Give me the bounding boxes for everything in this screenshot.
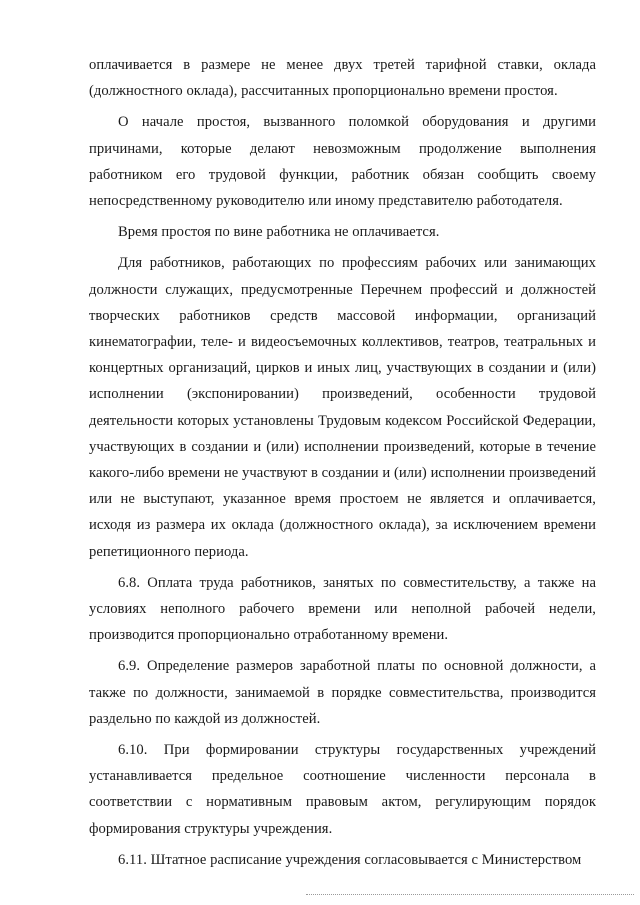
paragraph-6-10: 6.10. При формировании структуры государственных учреждений устанавливается предельное соотношение численности персонала в соответствии с нормативным правовым актом, регулирующим порядок формирования структуры учреждения. <box>89 742 596 837</box>
paragraph-6-8: 6.8. Оплата труда работников, занятых по совместительству, а также на условиях неполного рабочего времени или неполной рабочей недели, производится пропорционально отработанному времени. <box>89 574 596 644</box>
page-bottom-divider <box>306 894 634 895</box>
paragraph-continuation: оплачивается в размере не менее двух третей тарифной ставки, оклада (должностного оклада), рассчитанных пропорционально времени простоя. <box>89 57 596 100</box>
paragraph-6-11: 6.11. Штатное расписание учреждения согласовывается с Министерством <box>118 851 582 868</box>
paragraph-creative-workers: Для работников, работающих по профессиям рабочих или занимающих должности служащих, предусмотренные Перечнем профессий и должностей творческих работников средств массовой информации, организаций кинематографии, теле- и видеосъемочных коллективов, театров, театральных и концертных организаций, цирков и иных лиц, участвующих в создании и (или) исполнении (экспонировании) произведений, особенности трудовой деятельности которых установлены Трудовым кодексом Российской Федерации, участвующих в создании и (или) исполнении произведений, которые в течение какого-либо времени не участвуют в создании и (или) исполнении произведений или не выступают, указанное время простоем не является и оплачивается, исходя из размера их оклада (должностного оклада), за исключением времени репетиционного периода. <box>89 255 596 560</box>
document-page <box>89 52 596 878</box>
paragraph-downtime-employee-fault: Время простоя по вине работника не оплачивается. <box>118 224 440 241</box>
paragraph-downtime-notice: О начале простоя, вызванного поломкой оборудования и другими причинами, которые делают невозможным продолжение выполнения работником его трудовой функции, работник обязан сообщить своему непосредственному руководителю или иному представителю работодателя. <box>89 114 596 210</box>
paragraph-6-9: 6.9. Определение размеров заработной платы по основной должности, а также по должности, занимаемой в порядке совместительства, производится раздельно по каждой из должностей. <box>89 658 596 727</box>
